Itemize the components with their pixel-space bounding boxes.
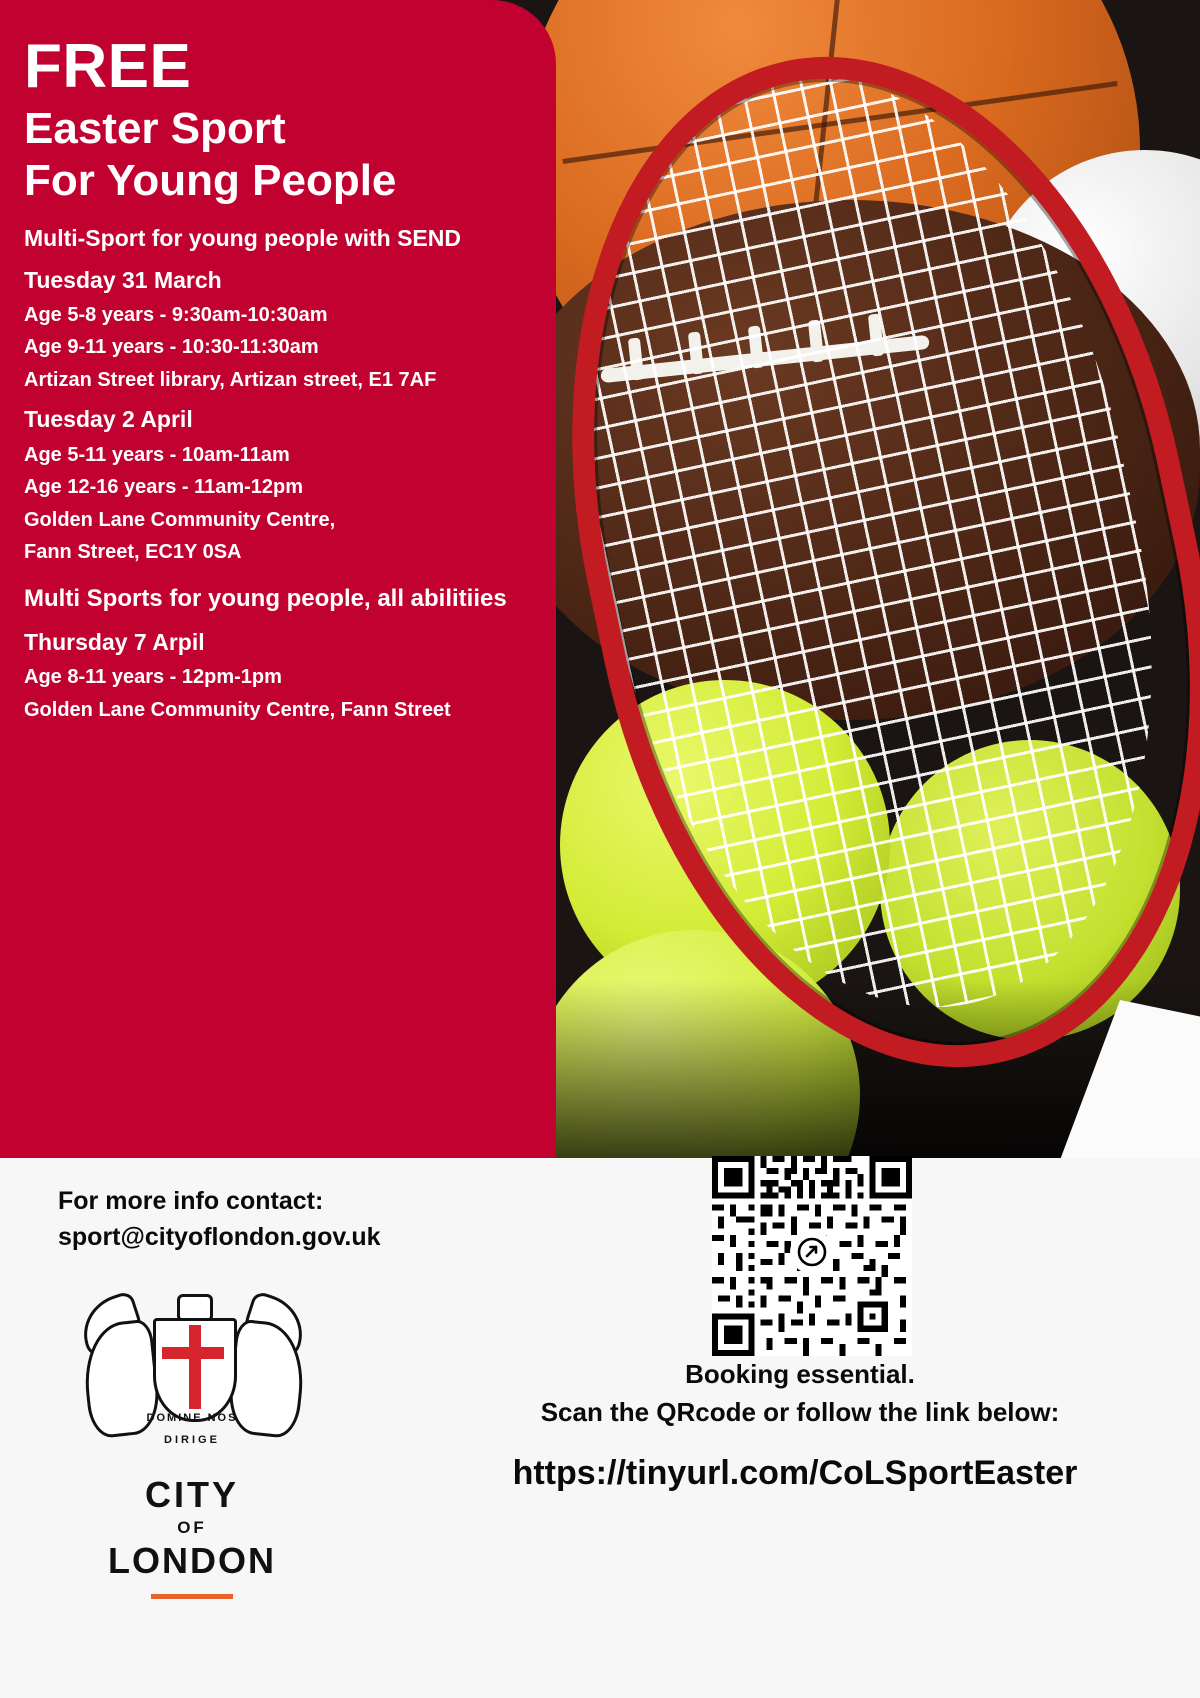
headline-line-2: For Young People <box>24 156 397 205</box>
logo-text-london: LONDON <box>108 1540 276 1581</box>
section-2-line: Age 12-16 years - 11am-12pm <box>24 476 304 499</box>
logo-underline <box>151 1594 233 1599</box>
section-2-venue-address: Fann Street, EC1Y 0SA <box>24 540 242 563</box>
booking-url-link[interactable]: https://tinyurl.com/CoLSportEaster <box>512 1454 1078 1492</box>
booking-instructions <box>420 1356 1180 1431</box>
headline-line-1: Easter Sport <box>24 104 286 154</box>
headline-free: FREE <box>24 32 192 101</box>
section-date-1: Tuesday 31 March <box>24 266 222 293</box>
section-3-line: Age 8-11 years - 12pm-1pm <box>24 666 282 689</box>
qr-center-link-icon <box>790 1230 834 1274</box>
section-1-line: Age 9-11 years - 10:30-11:30am <box>24 336 319 359</box>
qr-code[interactable] <box>712 1156 912 1356</box>
poster-footer <box>0 1158 1200 1698</box>
section-heading-send: Multi-Sport for young people with SEND <box>24 224 461 251</box>
section-3-venue: Golden Lane Community Centre, Fann Street <box>24 698 451 721</box>
crest-motto-top: DOMINE NOS <box>146 1412 238 1424</box>
red-info-panel <box>0 0 556 1158</box>
section-date-3: Thursday 7 Arpil <box>24 628 205 655</box>
section-2-line: Age 5-11 years - 10am-11am <box>24 443 290 466</box>
crest-shield <box>153 1318 237 1422</box>
logo-text-city: CITY <box>144 1474 239 1515</box>
section-1-venue: Artizan Street library, Artizan street, E1 7AF <box>24 368 437 391</box>
logo-text-of: OF <box>177 1518 207 1537</box>
contact-email: sport@cityoflondon.gov.uk <box>58 1222 381 1251</box>
headline-main <box>24 103 534 207</box>
section-2-venue: Golden Lane Community Centre, <box>24 508 336 531</box>
city-of-london-logo <box>62 1288 322 1599</box>
contact-label: For more info contact: <box>58 1187 324 1215</box>
contact-block <box>58 1184 381 1255</box>
american-football-shape <box>500 200 1200 720</box>
section-1-line: Age 5-8 years - 9:30am-10:30am <box>24 304 328 327</box>
booking-line-2: Scan the QRcode or follow the link below: <box>540 1396 1060 1427</box>
crest-motto-bottom: DIRIGE <box>164 1434 220 1446</box>
booking-line-1: Booking essential. <box>685 1359 915 1389</box>
section-heading-all-abilities: Multi Sports for young people, all abilitiies <box>24 585 507 613</box>
coat-of-arms-icon <box>77 1288 307 1468</box>
section-date-2: Tuesday 2 April <box>24 406 193 433</box>
